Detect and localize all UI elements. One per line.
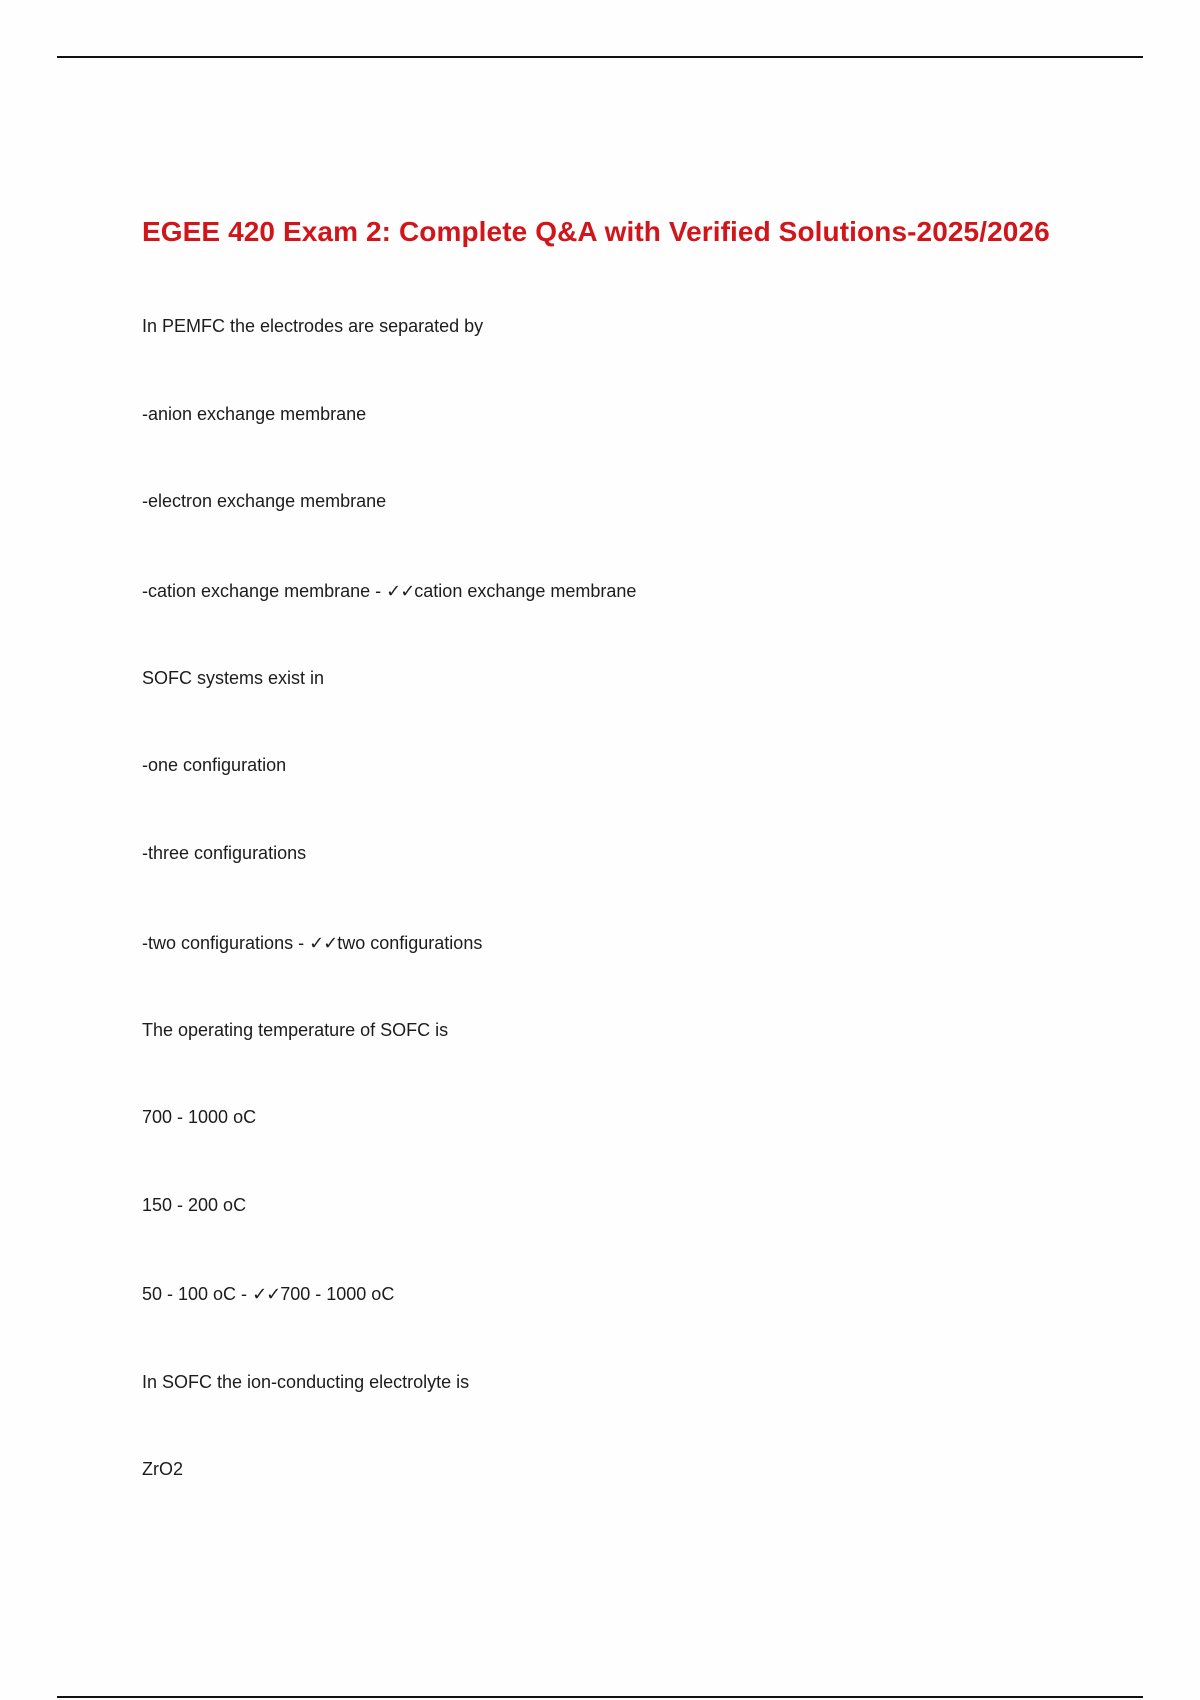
option-text: -three configurations — [142, 843, 307, 863]
option-text: 50 - 100 oC - — [142, 1284, 253, 1304]
option-line — [142, 753, 286, 777]
option-text: -two configurations - — [142, 933, 310, 953]
answer-line — [142, 579, 636, 604]
option-line — [142, 402, 366, 426]
top-rule — [57, 56, 1143, 58]
option-text: -electron exchange membrane — [142, 491, 387, 511]
question-text: In PEMFC the electrodes are separated by — [142, 316, 484, 336]
answer-line — [142, 1282, 394, 1307]
option-text: -cation exchange membrane - — [142, 581, 387, 601]
option-text: -one configuration — [142, 755, 287, 775]
option-line — [142, 1105, 256, 1129]
option-text: 150 - 200 oC — [142, 1195, 247, 1215]
option-line — [142, 1457, 183, 1481]
answer-text: 700 - 1000 oC — [280, 1284, 395, 1304]
document-title: EGEE 420 Exam 2: Complete Q&A with Verified Solutions-2025/2026 — [142, 216, 1050, 247]
question-line — [142, 666, 324, 690]
question-line — [142, 314, 483, 338]
bottom-rule — [57, 1696, 1143, 1698]
option-line — [142, 1193, 246, 1217]
question-text: SOFC systems exist in — [142, 668, 325, 688]
answer-line — [142, 931, 482, 956]
answer-text: two configurations — [337, 933, 483, 953]
option-text: ZrO2 — [142, 1459, 184, 1479]
double-check-icon: ✓✓ — [252, 1284, 281, 1305]
question-line — [142, 1018, 448, 1042]
double-check-icon: ✓✓ — [309, 933, 338, 954]
option-line — [142, 841, 306, 865]
question-text: In SOFC the ion-conducting electrolyte is — [142, 1372, 470, 1392]
option-line — [142, 489, 386, 513]
option-text: 700 - 1000 oC — [142, 1107, 257, 1127]
question-line — [142, 1370, 469, 1394]
question-text: The operating temperature of SOFC is — [142, 1020, 449, 1040]
answer-text: cation exchange membrane — [414, 581, 637, 601]
double-check-icon: ✓✓ — [386, 581, 415, 602]
option-text: -anion exchange membrane — [142, 404, 367, 424]
